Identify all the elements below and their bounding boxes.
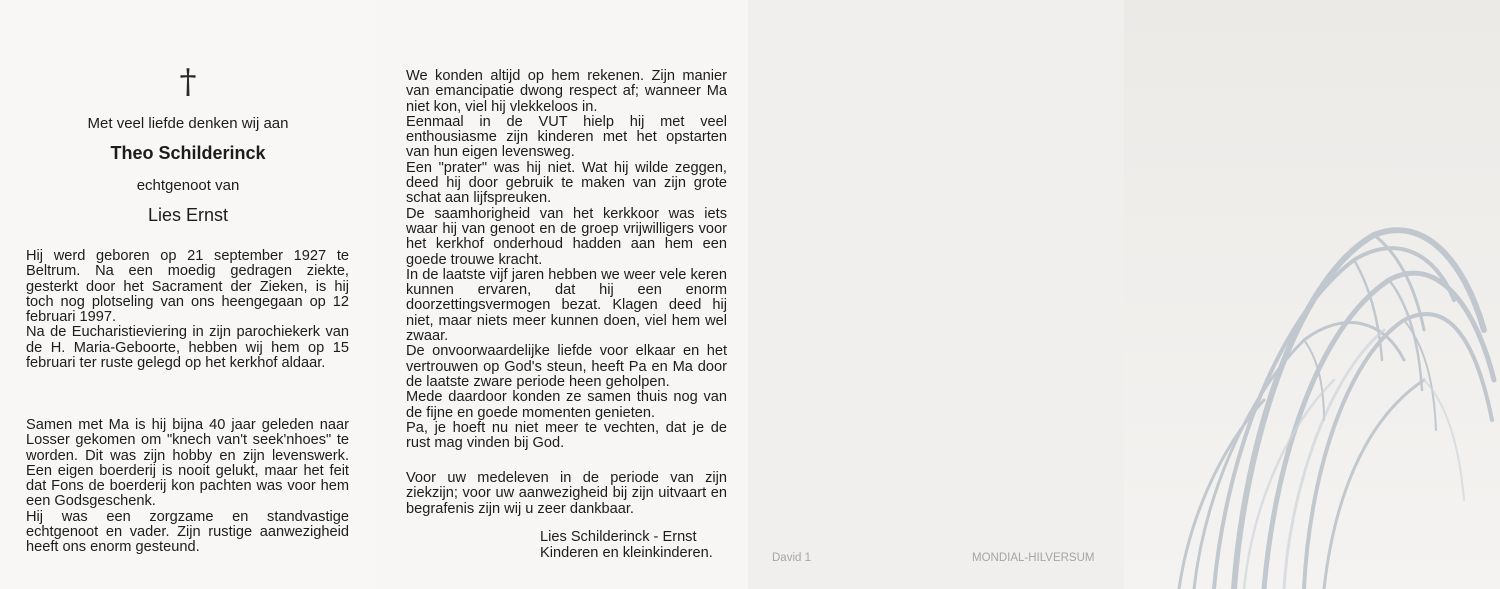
life-story-block	[26, 418, 349, 556]
printer-mark: MONDIAL-HILVERSUM	[972, 552, 1095, 564]
thanks-block	[406, 471, 727, 517]
deceased-name: Theo Schilderinck	[110, 143, 266, 163]
intro-line: Met veel liefde denken wij aan	[87, 115, 289, 132]
spouse-of-label: echtgenoot van	[136, 177, 240, 194]
grass-illustration	[1124, 0, 1500, 589]
paragraph: Na de Eucharistieviering in zijn parochiekerk van de H. Maria-Geboorte, hebben wij hem op 15 februari ter ruste gelegd op het kerkhof aldaar.	[26, 324, 349, 372]
paragraph: Pa, je hoeft nu niet meer te vechten, dat je de rust mag vinden bij God.	[406, 419, 727, 452]
paragraph: Een "prater" was hij niet. Wat hij wilde zeggen, deed hij door gebruik te maken van zijn grote schat aan lijfspreuken.	[406, 159, 727, 207]
paragraph: De onvoorwaardelijke liefde voor elkaar en het vertrouwen op God's steun, heeft Pa en Ma door de laatste zware periode heen geholpen.	[406, 343, 727, 390]
cross-icon: †	[179, 62, 197, 102]
design-code: David 1	[772, 552, 811, 564]
left-panel	[0, 0, 376, 589]
signature	[540, 529, 713, 561]
paragraph: Mede daardoor konden ze samen thuis nog van de fijne en goede momenten genieten.	[406, 389, 727, 421]
paragraph: De saamhorigheid van het kerkkoor was iets waar hij van genoot en de groep vrijwilligers voor het kerkhof onderhoud hadden aan hem een goede trouwe kracht.	[406, 205, 727, 268]
paragraph: In de laatste vijf jaren hebben we weer vele keren kunnen ervaren, dat hij een enorm doorzettingsvermogen bezat. Klagen deed hij niet, maar niets meer kunnen doen, viel hem wel zwaar.	[406, 266, 727, 345]
biography-block	[26, 249, 349, 371]
signature-line: Lies Schilderinck - Ernst	[540, 529, 697, 545]
spouse-name: Lies Ernst	[147, 205, 229, 225]
paragraph: Samen met Ma is hij bijna 40 jaar geleden naar Losser gekomen om "knech van't seek'nhoes" te worden. Dit was zijn hobby en zijn levenswerk. Een eigen boerderij is nooit gelukt, maar het feit dat Fons de boerderij kon pachten was voor hem een Godsgeschenk.	[26, 417, 349, 510]
paragraph: Hij werd geboren op 21 september 1927 te Beltrum. Na een moedig gedragen ziekte, gesterkt door het Sacrament der Zieken, is hij toch nog plotseling van ons heengegaan op 12 februari 1997.	[26, 248, 349, 326]
paragraph: Eenmaal in de VUT hielp hij met veel enthousiasme zijn kinderen met het opstarten van hun eigen levensweg.	[406, 113, 727, 161]
paragraph: Voor uw medeleven in de periode van zijn ziekzijn; voor uw aanwezigheid bij zijn uitvaart en begrafenis zijn wij u zeer dankbaar.	[406, 470, 727, 517]
paragraph: Hij was een zorgzame en standvastige echtgenoot en vader. Zijn rustige aanwezigheid heeft ons enorm gesteund.	[26, 508, 349, 556]
memories-block	[406, 69, 727, 451]
signature-line: Kinderen en kleinkinderen.	[540, 545, 713, 561]
paragraph: We konden altijd op hem rekenen. Zijn manier van emancipatie dwong respect af; wanneer Ma niet kon, viel hij vlekkeloos in.	[406, 68, 727, 115]
